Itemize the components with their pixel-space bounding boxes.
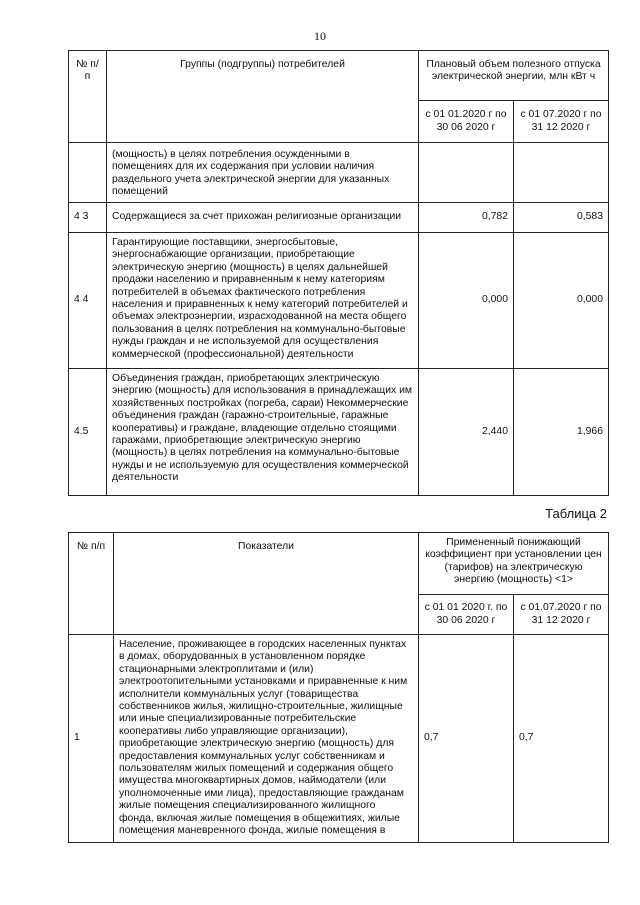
row-text: Гарантирующие поставщики, энергосбытовые, энергоснабжающие организации, приобретающие электрическую энергию (мощность) в целях дальнейшей продажи населению и приравненным к нему категориям потребителей в объемах фактического потребления населения и приравненных к нему категорий потребителей и объемах электроэнергии, израсходованной на места общего пользования в целях потребления на коммунально-бытовые нужды граждан и не используемой для осуществления коммерческой (профессиональной) деятельности <box>107 233 419 369</box>
row-value1 <box>419 143 514 203</box>
table-row <box>69 635 609 843</box>
table-row <box>69 143 609 203</box>
row-text: Население, проживающее в городских населенных пунктах в домах, оборудованных в установленном порядке стационарными электроплитами и (или) электроотопительными установками и приравненные к ним исполнители коммунальных услуг (товарищества собственников жилья, жилищно-строительные, жилищные или иные специализированные потребительские кооперативы либо управляющие организации), приобретающие электрическую энергию (мощность) для предоставления коммунальных услуг собственникам и пользователям жилых помещений и содержания общего имущества многоквартирных домов, наймодатели (или уполномоченные ими лица), предоставляющие гражданам жилые помещения специализированного жилищного фонда, включая жилые помещения в общежитиях, жилые помещения маневренного фонда, жилые помещения в <box>114 635 419 843</box>
row-num: 4.5 <box>69 369 107 496</box>
row-text: Содержащиеся за счет прихожан религиозные организации <box>107 203 419 233</box>
header-period1: с 01 01.2020 г по 30 06 2020 г <box>419 101 514 143</box>
header-period2: с 01.07.2020 г по 31 12 2020 г <box>514 595 609 635</box>
row-value1: 2,440 <box>419 369 514 496</box>
header-coefficient: Примененный понижающий коэффициент при установлении цен (тарифов) на электрическую энергию (мощность) <1> <box>419 533 609 595</box>
consumer-volume-table <box>68 50 609 496</box>
row-num: 4 4 <box>69 233 107 369</box>
row-value1: 0,7 <box>419 635 514 843</box>
row-value2: 0,000 <box>514 233 609 369</box>
header-num: № п/п <box>69 51 107 143</box>
header-groups: Группы (подгруппы) потребителей <box>107 51 419 143</box>
header-num: № п/п <box>69 533 114 635</box>
row-value2: 1,966 <box>514 369 609 496</box>
header-indicators: Показатели <box>114 533 419 635</box>
row-text: Объединения граждан, приобретающих электрическую энергию (мощность) для использования в принадлежащих им хозяйственных постройках (погреба, сараи) Некоммерческие объединения граждан (гаражно-строительные, гаражные кооперативы) и граждане, владеющие отдельно стоящими гаражами, приобретающие электрическую энергию (мощность) в целях потребления на коммунально-бытовые нужды и не используемую для осуществления коммерческой деятельности <box>107 369 419 496</box>
table-row <box>69 233 609 369</box>
header-volume: Плановый объем полезного отпуска электрической энергии, млн кВт ч <box>419 51 609 101</box>
row-value2 <box>514 143 609 203</box>
row-value1: 0,000 <box>419 233 514 369</box>
row-num: 1 <box>69 635 114 843</box>
table-row <box>69 203 609 233</box>
header-period1: с 01 01 2020 г. по 30 06 2020 г <box>419 595 514 635</box>
row-text: (мощность) в целях потребления осужденными в помещениях для их содержания при условии наличия раздельного учета электрической энергии для указанных помещений <box>107 143 419 203</box>
row-num: 4 3 <box>69 203 107 233</box>
reduction-coefficient-table <box>68 532 609 843</box>
table-row <box>69 369 609 496</box>
header-period2: с 01 07.2020 г по 31 12 2020 г <box>514 101 609 143</box>
row-value1: 0,782 <box>419 203 514 233</box>
table2-caption: Таблица 2 <box>545 506 607 521</box>
row-num <box>69 143 107 203</box>
row-value2: 0,7 <box>514 635 609 843</box>
page-number: 10 <box>314 29 326 43</box>
row-value2: 0,583 <box>514 203 609 233</box>
